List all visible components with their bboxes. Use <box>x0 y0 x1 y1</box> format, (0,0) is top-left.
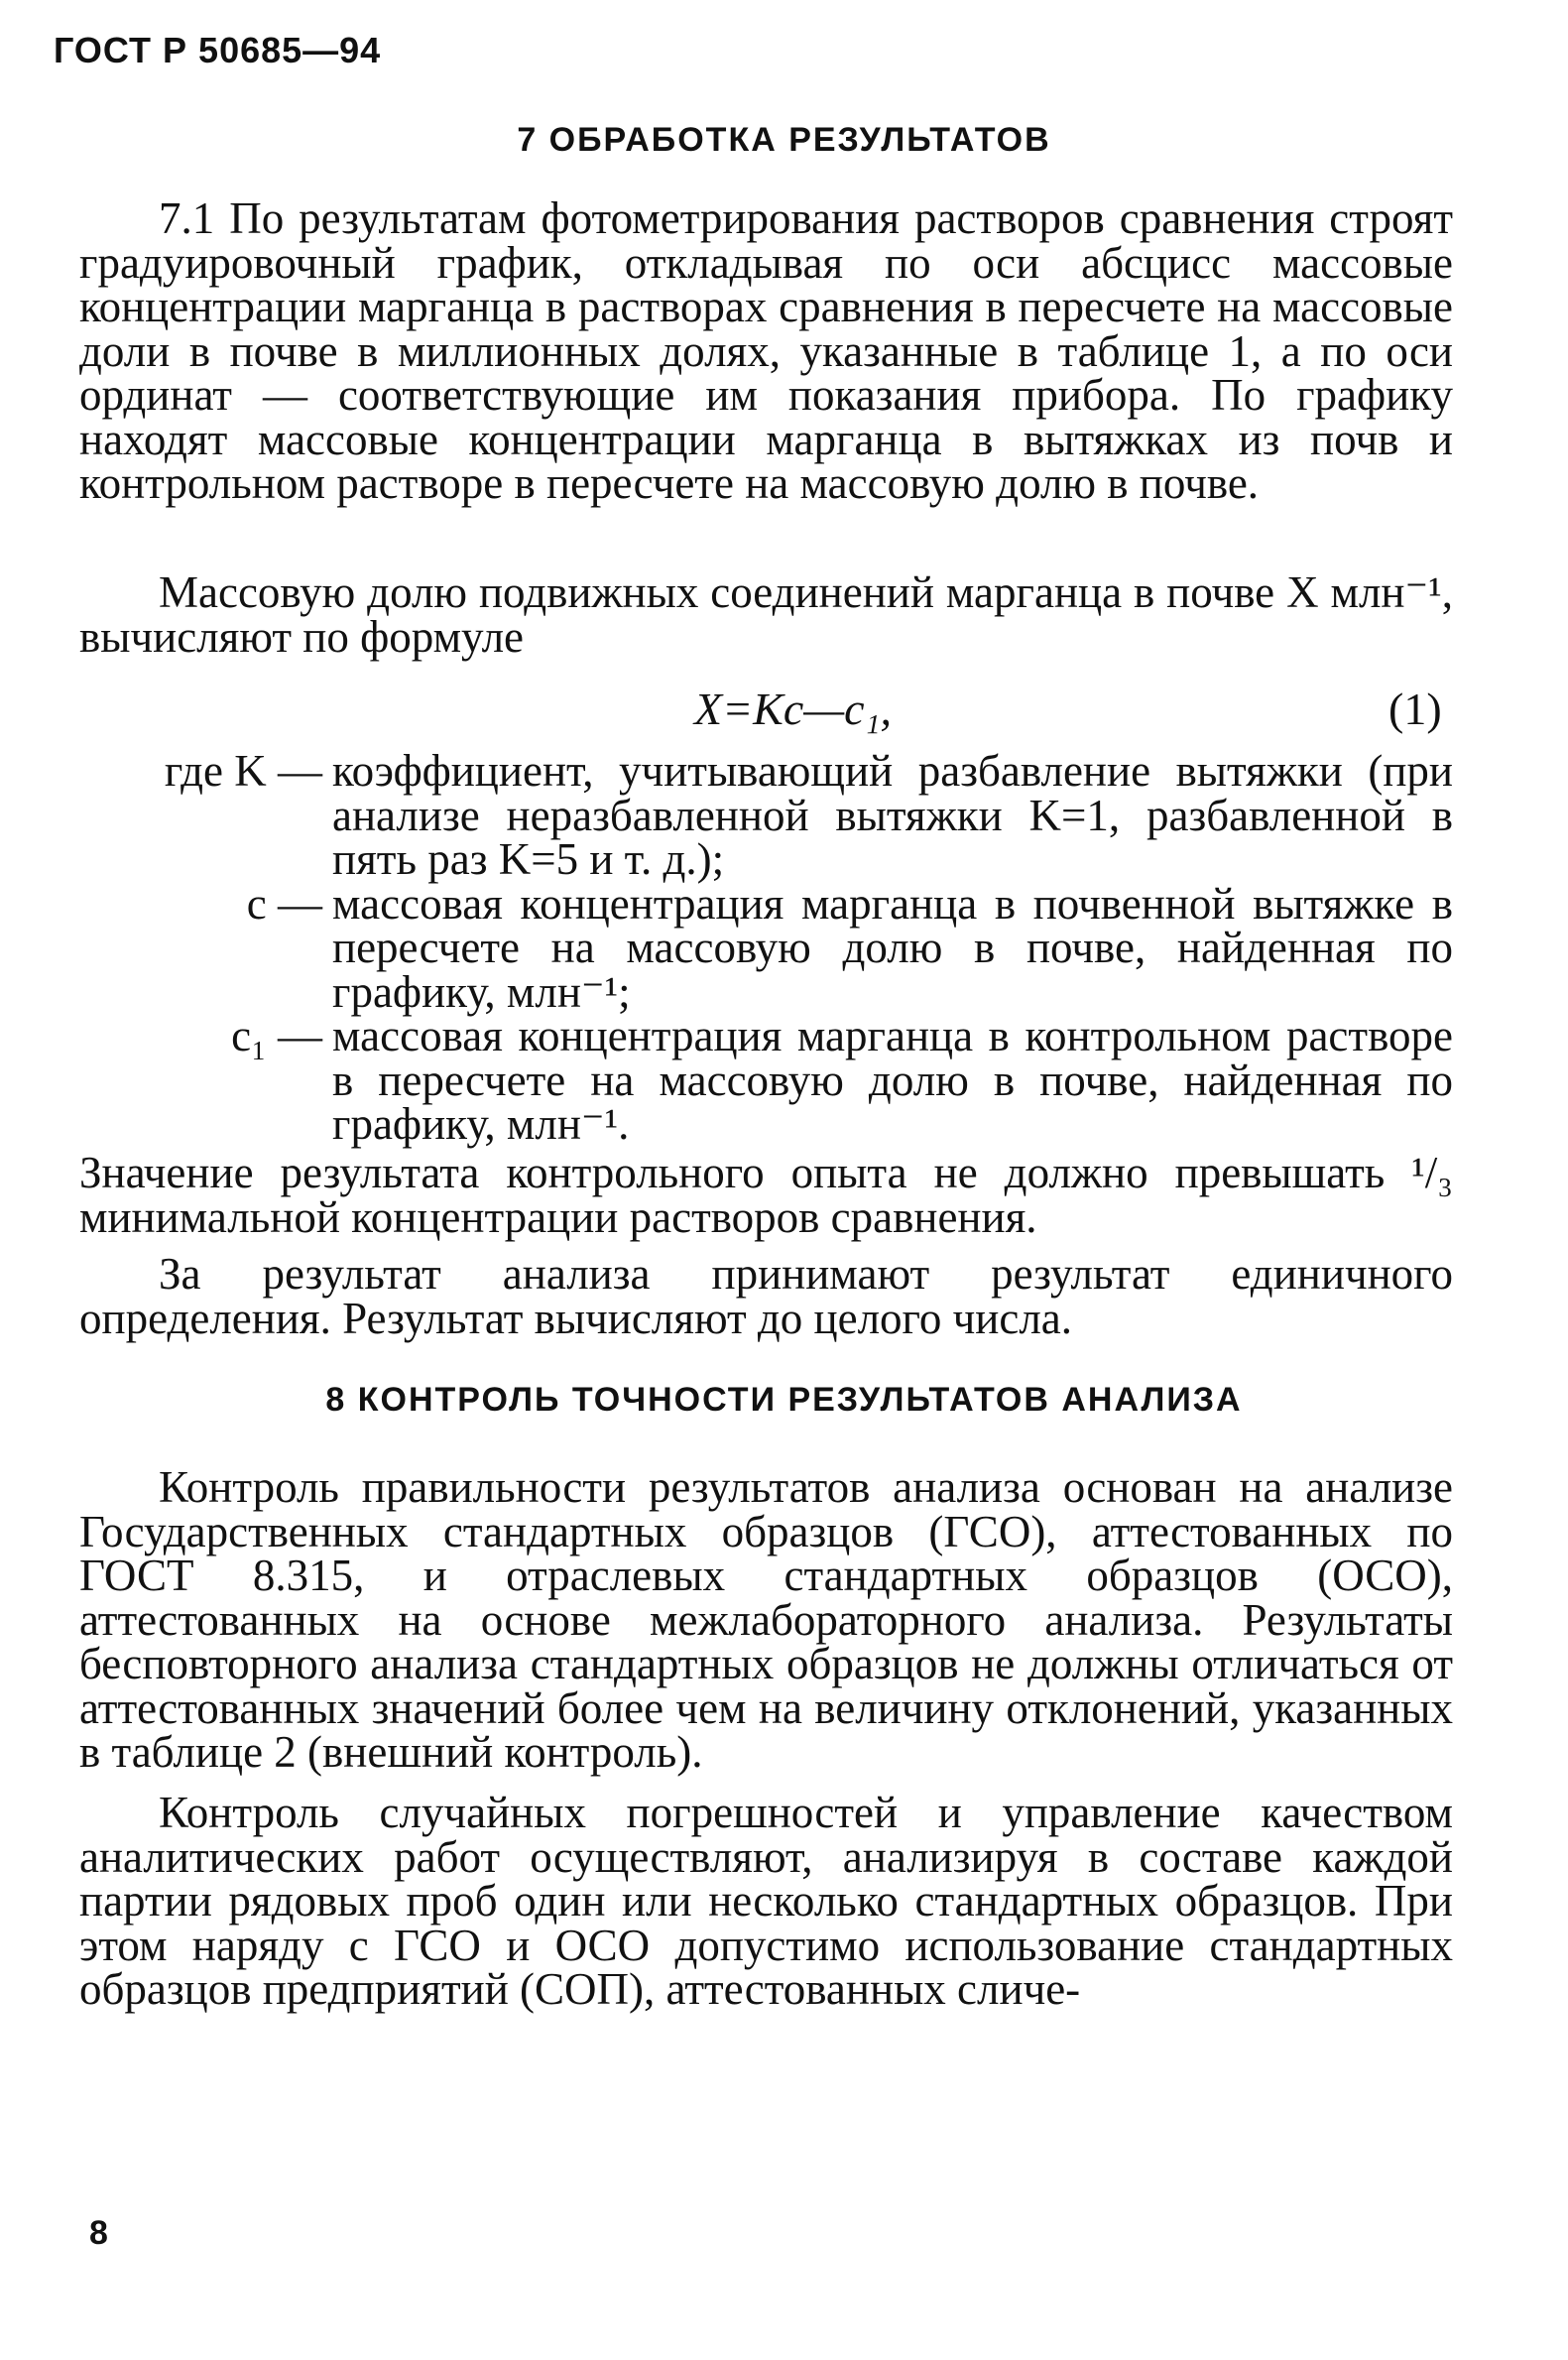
definition-c-symbol: c — <box>246 878 322 929</box>
definition-k <box>154 746 1453 884</box>
formula-number: (1) <box>1388 683 1442 734</box>
definition-k-symbol: где K — <box>164 746 322 796</box>
section-7-paragraph-4: За результат анализа принимают результат единичного определения. Результат вычисляют до целого числа. <box>79 1249 1453 1343</box>
formula-definitions <box>154 746 1453 1149</box>
section-8-title: 8 КОНТРОЛЬ ТОЧНОСТИ РЕЗУЛЬТАТОВ АНАЛИЗА <box>325 1381 1243 1419</box>
formula-expression: X=Kc—c₁, <box>694 683 893 734</box>
definition-c1-text: массовая концентрация марганца в контрольном растворе в пересчете на массовую долю в почве, найденная по графику, млн⁻¹. <box>332 1011 1453 1149</box>
document-header: ГОСТ Р 50685—94 <box>54 30 382 70</box>
definition-c1-symbol: c₁ — <box>231 1011 322 1060</box>
definition-c1 <box>154 1011 1453 1149</box>
section-7-paragraph-3: Значение результата контрольного опыта не должно превышать ¹/₃ минимальной концентрации растворов сравнения. <box>79 1148 1453 1242</box>
section-7-paragraph-2: Массовую долю подвижных соединений марганца в почве X млн⁻¹, вычисляют по формуле <box>79 567 1453 662</box>
section-8-paragraph-1: Контроль правильности результатов анализа основан на анализе Государственных стандартных образцов (ГСО), аттестованных по ГОСТ 8.315, и отраслевых стандартных образцов (ОСО), аттестованных на основе межлабораторного анализа. Результаты бесповторного анализа стандартных образцов не должны отличаться от аттестованных значений более чем на величину отклонений, указанных в таблице 2 (внешний контроль). <box>79 1462 1453 1777</box>
definition-c <box>154 878 1453 1017</box>
definition-k-text: коэффициент, учитывающий разбавление вытяжки (при анализе неразбавленной вытяжки K=1, разбавленной в пять раз K=5 и т. д.); <box>332 746 1453 884</box>
definition-c-text: массовая концентрация марганца в почвенной вытяжке в пересчете на массовую долю в почве, найденная по графику, млн⁻¹; <box>332 878 1453 1017</box>
section-7-title: 7 ОБРАБОТКА РЕЗУЛЬТАТОВ <box>517 121 1051 159</box>
section-7-paragraph-1: 7.1 По результатам фотометрирования растворов сравнения строят градуировочный график, откладывая по оси абсцисс массовые концентрации марганца в растворах сравнения в пересчете на массовые доли в почве в миллионных долях, указанные в таблице 1, а по оси ординат — соответствующие им показания прибора. По графику находят массовые концентрации марганца в вытяжках из почв и контрольном растворе в пересчете на массовую долю в почве. <box>79 193 1453 508</box>
section-8-paragraph-2: Контроль случайных погрешностей и управление качеством аналитических работ осуществляют, анализируя в составе каждой партии рядовых проб один или несколько стандартных образцов. При этом наряду с ГСО и ОСО допустимо использование стандартных образцов предприятий (СОП), аттестованных сличе- <box>79 1788 1453 2014</box>
page-number: 8 <box>89 2214 108 2252</box>
